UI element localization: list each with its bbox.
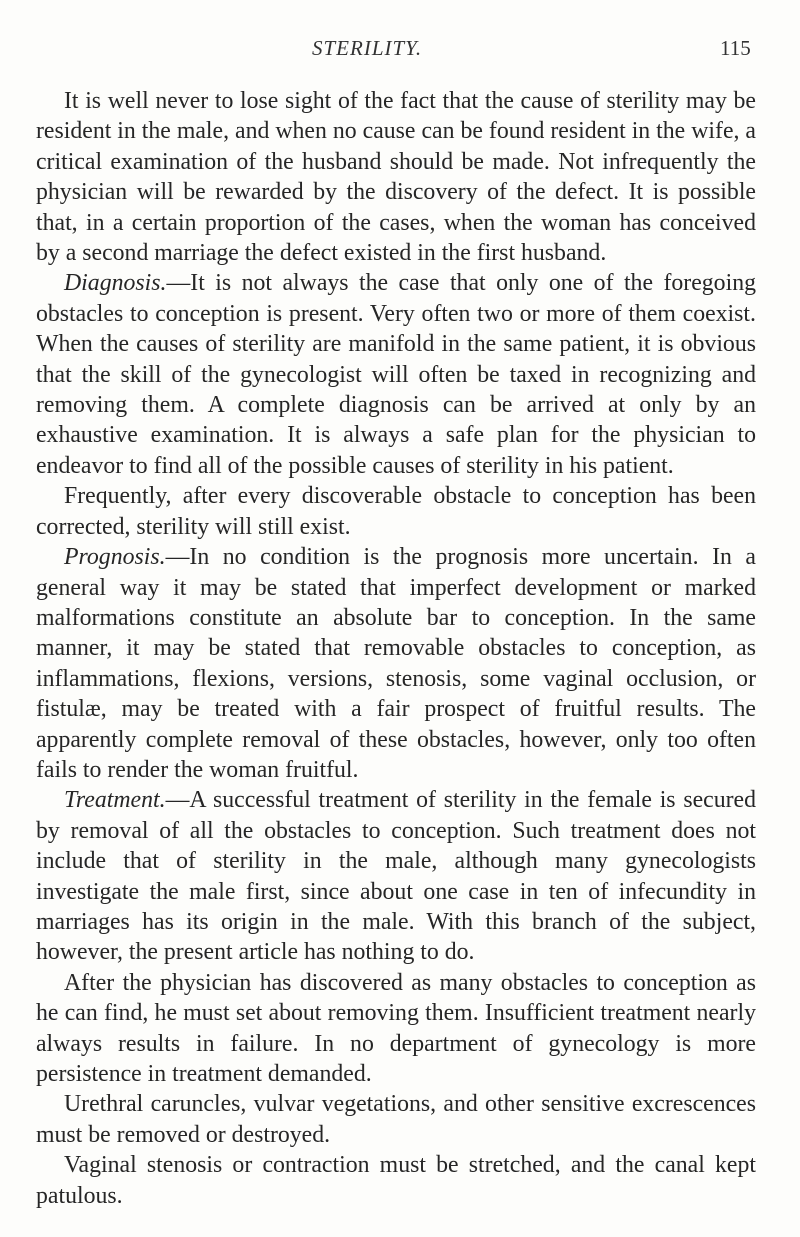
paragraph-vaginal-stenosis [36, 1150, 756, 1211]
running-title: STERILITY. [312, 36, 423, 60]
paragraph-text: After the physician has discovered as many obstacles to conception as he can find, he must set about removing them. Insufficient treatment nearly always results in failure. In no department of gynecology is more persistence in treatment demanded. [36, 969, 756, 1087]
paragraph-male-cause [36, 86, 756, 268]
paragraph-urethral-caruncles [36, 1089, 756, 1150]
running-head [0, 36, 800, 66]
paragraph-text: Frequently, after every discoverable obstacle to conception has been corrected, sterility will still exist. [36, 483, 756, 540]
body-text [36, 86, 756, 1211]
paragraph-text: —It is not always the case that only one of the foregoing obstacles to conception is present. Very often two or more of them coexist. When the causes of sterility are manifold in the same patient, it is obvious that the skill of the gynecologist will often be taxed in recognizing and removing them. A complete diagnosis can be arrived at only by an exhaustive examination. It is always a safe plan for the physician to endeavor to find all of the possible causes of sterility in his patient. [36, 270, 756, 479]
paragraph-removing-obstacles [36, 968, 756, 1090]
paragraph-text: Urethral caruncles, vulvar vegetations, and other sensitive excrescences must be removed or destroyed. [36, 1091, 756, 1148]
page-number: 115 [720, 36, 751, 60]
paragraph-treatment [36, 785, 756, 967]
paragraph-prognosis [36, 542, 756, 785]
paragraph-text: —A successful treatment of sterility in the female is secured by removal of all the obstacles to conception. Such treatment does not include that of sterility in the male, although many gynecologists investigate the male first, since about one case in ten of infecundity in marriages has its origin in the male. With this branch of the subject, however, the present article has nothing to do. [36, 787, 756, 966]
paragraph-frequently [36, 481, 756, 542]
paragraph-diagnosis [36, 268, 756, 481]
paragraph-text: It is well never to lose sight of the fact that the cause of sterility may be resident in the male, and when no cause can be found resident in the wife, a critical examination of the husband should be made. Not infrequently the physician will be rewarded by the discovery of the defect. It is possible that, in a certain proportion of the cases, when the woman has conceived by a second marriage the defect existed in the first husband. [36, 88, 756, 267]
paragraph-text: —In no condition is the prognosis more uncertain. In a general way it may be stated that imperfect development or marked malformations constitute an absolute bar to conception. In the same manner, it may be stated that removable obstacles to conception, as inflammations, flexions, versions, stenosis, some vaginal occlusion, or fistulæ, may be treated with a fair prospect of fruitful results. The apparently complete removal of these obstacles, however, only too often fails to render the woman fruitful. [36, 544, 756, 783]
section-heading-diagnosis: Diagnosis. [64, 270, 167, 297]
paragraph-text: Vaginal stenosis or contraction must be stretched, and the canal kept patulous. [36, 1152, 756, 1209]
section-heading-treatment: Treatment. [64, 787, 166, 814]
section-heading-prognosis: Prognosis. [64, 544, 166, 571]
